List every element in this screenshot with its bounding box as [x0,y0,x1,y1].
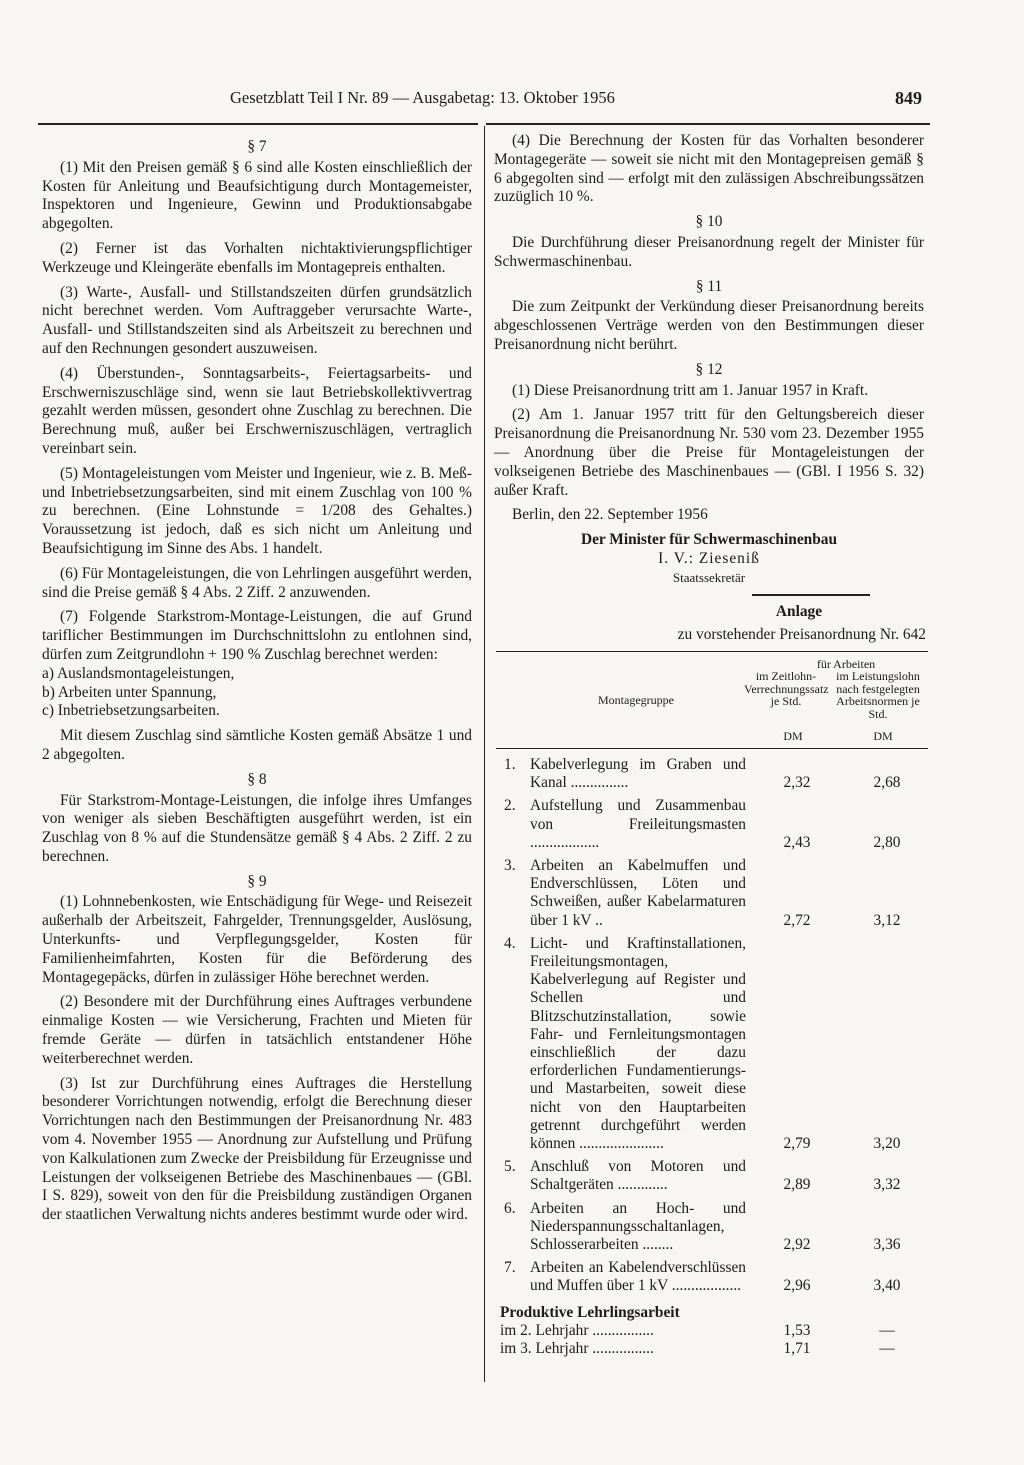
row-number: 1. [504,756,516,773]
place-date: Berlin, den 22. September 1956 [512,506,708,524]
paragraph: (2) Am 1. Januar 1957 tritt für den Geltungsbereich dieser Preisanordnung die Preisanordnung Nr. 530 vom 23. Dezember 1955 — Anordnung über die Preise für Montageleistungen der volkseigenen Betriebe des Maschinenbaues — (GBl. I 1956 S. 32) außer Kraft. [494,406,924,499]
paragraph: (3) Warte-, Ausfall- und Stillstandszeiten dürfen grundsätzlich nicht berechnet werden. Vom Auftraggeber verursachte Warte-, Ausfall- und Stillstandszeiten sind als Arbeitszeit zu berechnen und auf den Rechnungen gesondert auszuweisen. [42,283,472,357]
paragraph: (1) Mit den Preisen gemäß § 6 sind alle Kosten einschließlich der Kosten für Anleitung und Beaufsichtigung durch Montagemeister, Inspektoren und Ingenieure, Gewinn und Produktionsabgabe abgegolten. [42,158,472,233]
row-value-zeitlohn: 1,53 [783,1321,811,1339]
paragraph: Mit diesem Zuschlag sind sämtliche Kosten gemäß Absätze 1 und 2 abgegolten. [42,727,472,763]
row-value-leistungslohn: 3,12 [873,911,901,929]
enumeration [42,665,472,721]
signer-name: I. V.: Ziesenіß [658,549,760,567]
paragraph: (3) Ist zur Durchführung eines Auftrages die Herstellung besonderer Vorrichtungen notwendig, erfolgt die Berechnung dieser Vorrichtungen nach den Bestimmungen der Preisanordnung Nr. 483 vom 4. November 1955 — Anordnung zur Aufstellung und Prüfung von Kalkulationen zum Zwecke der Preisbildung für Erzeugnisse und Leistungen der volkseigenen Betriebe des Maschinenbaues — (GBl. I S. 829), soweit von den für die Preisbildung zuständigen Organen der staatlichen Verwaltung nichts anderes bestimmt wurde oder wird. [42,1074,472,1224]
paragraph: (2) Ferner ist das Vorhalten nichtaktivierungspflichtiger Werkzeuge und Kleingeräte ebenfalls im Montagepreis enthalten. [42,239,472,276]
table-row [496,1322,928,1340]
table-top-rule [496,651,928,652]
table-header-group: für Arbeiten [816,657,876,671]
table-header-col2: im Leistungslohn nach festgelegten Arbeitsnormen je Std. [836,669,920,721]
row-number: 3. [504,857,516,875]
table-header [496,658,928,748]
row-description: Arbeiten an Kabelendverschlüssen und Muffen über 1 kV .................. [530,1259,746,1295]
section-10-heading: § 10 [695,213,723,231]
list-item: b) Arbeiten unter Spannung, [42,683,217,701]
row-value-zeitlohn: 2,43 [783,833,811,851]
section-11-heading: § 11 [695,277,723,295]
paragraph: (4) Überstunden-, Sonntagsarbeits-, Feiertagsarbeits- und Erschwerniszuschläge sind, wenn sie laut Betriebskollektivvertrag gezahlt werden müssen, gesondert ohne Zuschlag zu berechnen. Die Berechnung muß, außer bei Erschwerniszuschlägen, vertraglich vereinbart sein. [42,364,472,457]
paragraph: (4) Die Berechnung der Kosten für das Vorhalten besonderer Montagegeräte — soweit sie nicht mit den Montagepreisen gemäß § 6 abgegolten sind — erfolgt mit den zulässigen Abschreibungssätzen zuzüglich 10 %. [494,132,924,206]
paragraph: Für Starkstrom-Montage-Leistungen, die infolge ihres Umfanges von weniger als sieben Beschäftigten ausgeführt werden, ist ein Zuschlag von 8 % auf die Stundensätze gemäß § 4 Abs. 2 Ziff. 2 zu berechnen. [42,791,472,865]
table-row [496,1200,928,1255]
annex-subtitle: zu vorstehender Preisanordnung Nr. 642 [677,626,926,643]
row-description: Arbeiten an Kabelmuffen und Endverschlüssen, Löten und Schweißen, außer Kabelarmaturen über 1 kV .. [530,857,746,929]
table-header-montagegruppe: Montagegruppe [598,693,674,707]
row-description: Licht- und Kraftinstallationen, Freileitungsmontagen, Kabelverlegung auf Register und Schellen und Blitzschutzinstallation, sowie Fahr- und Fernleitungsmontagen einschließlich der dazu erforderlichen Fundamentierungs- und Mastarbeiten, soweit diese nicht von den Hauptarbeiten getrennt durchgeführt werden können ...................... [530,934,746,1153]
right-column [494,132,924,588]
row-value-zeitlohn: 2,96 [783,1277,811,1295]
paragraph: Die zum Zeitpunkt der Verkündung dieser Preisanordnung bereits abgeschlossenen Verträge werden von den Bestimmungen dieser Preisanordnung nicht berührt. [494,298,924,353]
table-row [496,935,928,1153]
list-item: a) Auslandsmontageleistungen, [42,664,235,682]
table-row [496,797,928,852]
row-number: 6. [504,1199,516,1217]
table-header-col1: im Zeitlohn-Verrechnungssatz je Std. [744,669,829,708]
page-number: 849 [895,88,922,108]
table-row [496,756,928,792]
signer-title: Der Minister für Schwermaschinenbau [580,531,838,549]
table-row [496,1259,928,1295]
row-description: Anschluß von Motoren und Schaltgeräten ............. [530,1158,746,1194]
section-7-heading: § 7 [247,138,267,155]
price-table [496,756,928,1363]
column-divider [484,126,485,1382]
paragraph: (7) Folgende Starkstrom-Montage-Leistungen, die auf Grund tariflicher Bestimmungen im Durchschnittslohn zu entlohnen sind, dürfen zum Zeitgrundlohn + 190 % Zuschlag berechnet werden: [42,608,472,663]
row-value-leistungslohn: 2,80 [873,833,901,851]
signature-rule [752,594,870,596]
row-description: Kabelverlegung im Graben und Kanal ............... [530,756,746,792]
row-value-zeitlohn: 1,71 [783,1340,811,1358]
annex-title: Anlage [775,603,823,620]
row-value-zeitlohn: 2,89 [783,1176,811,1194]
row-value-leistungslohn: 3,32 [873,1176,901,1194]
row-description: im 2. Lehrjahr ................ [500,1321,654,1339]
table-unit-col2: DM [873,729,893,743]
row-value-leistungslohn: 3,20 [873,1135,901,1153]
section-12-heading: § 12 [695,360,723,378]
left-column [42,132,472,1231]
header-title: Gesetzblatt Teil I Nr. 89 — Ausgabetag: 13. Oktober 1956 [230,88,615,107]
paragraph: (5) Montageleistungen vom Meister und Ingenieur, wie z. B. Meß- und Inbetriebsetzungsarbeiten, sind mit einem Zuschlag von 100 % zu berechnen. (Eine Lohnstunde = 1/208 des Gehaltes.) Voraussetzung ist jedoch, daß es sich nicht um Anleitung und Beaufsichtigung im Sinne des Abs. 1 handelt. [42,464,472,557]
table-row [496,1158,928,1194]
row-number: 7. [504,1259,516,1277]
paragraph: (1) Diese Preisanordnung tritt am 1. Januar 1957 in Kraft. [512,381,869,399]
paragraph: (1) Lohnnebenkosten, wie Entschädigung für Wege- und Reisezeit außerhalb der Arbeitszeit, Fahrgelder, Trennungsgelder, Auslösung, Unterkunfts- und Verpflegungsgelder, Kosten für Familienheimfahrten, Kosten für die Beförderung des Montagegepäcks, dürfen in zulässiger Höhe berechnet werden. [42,893,472,986]
row-value-leistungslohn: — [879,1321,895,1339]
section-9-heading: § 9 [247,872,267,890]
signer-role: Staatssekretär [672,569,746,585]
row-value-leistungslohn: 3,40 [873,1277,901,1295]
table-row [496,857,928,930]
row-value-leistungslohn: — [879,1340,895,1358]
row-description: im 3. Lehrjahr ................ [500,1340,654,1358]
section-8-heading: § 8 [247,770,267,788]
row-number: 5. [504,1158,516,1176]
row-value-zeitlohn: 2,32 [783,774,811,792]
header-rule-left [38,123,478,125]
row-value-zeitlohn: 2,92 [783,1236,811,1254]
paragraph: Die Durchführung dieser Preisanordnung regelt der Minister für Schwermaschinenbau. [494,233,924,270]
row-description: Arbeiten an Hoch- und Niederspannungsschaltanlagen, Schlosserarbeiten ........ [530,1199,746,1254]
row-value-leistungslohn: 2,68 [873,774,901,792]
paragraph: (2) Besondere mit der Durchführung eines Auftrages verbundene einmalige Kosten — wie Versicherung, Frachten und Mieten für fremde Geräte — dürfen in tatsächlich entstandener Höhe weiterberechnet werden. [42,993,472,1067]
row-value-leistungslohn: 3,36 [873,1236,901,1254]
table-header-rule [496,748,928,749]
row-value-zeitlohn: 2,79 [783,1135,811,1153]
list-item: c) Inbetriebsetzungsarbeiten. [42,702,220,720]
row-description: Aufstellung und Zusammenbau von Freileitungsmasten .................. [530,797,746,851]
page-header [230,88,922,114]
table-row [496,1340,928,1358]
row-number: 2. [504,797,516,815]
header-rule-right [486,123,930,125]
paragraph: (6) Für Montageleistungen, die von Lehrlingen ausgeführt werden, sind die Preise gemäß § 4 Abs. 2 Ziff. 2 anzuwenden. [42,564,472,601]
apprentice-heading: Produktive Lehrlingsarbeit [500,1303,680,1321]
row-number: 4. [504,934,516,952]
table-unit-col1: DM [783,729,803,743]
row-value-zeitlohn: 2,72 [783,911,811,929]
